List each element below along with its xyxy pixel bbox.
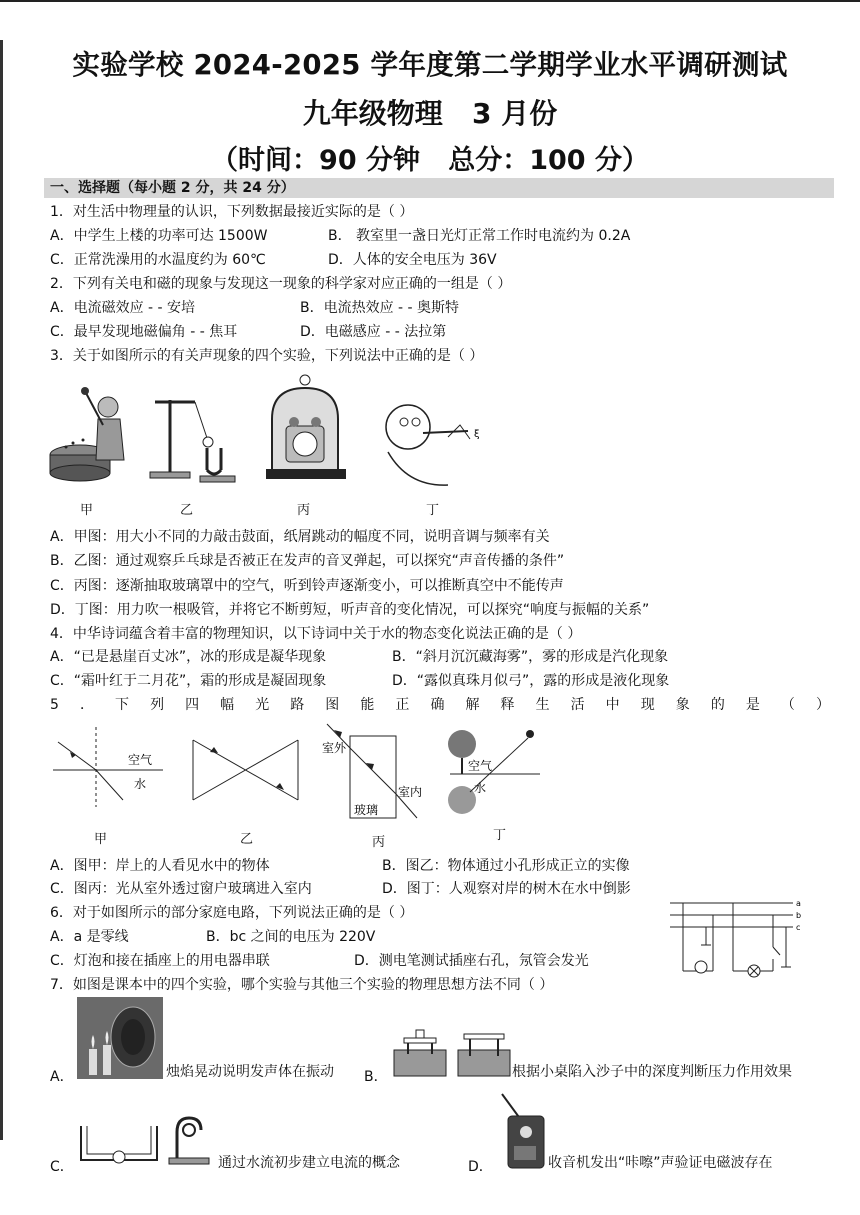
reflection-figure-ding	[440, 722, 550, 822]
q5-stem-char: 现	[640, 697, 655, 713]
q5-label-jia: 甲	[94, 832, 108, 847]
q3-option-a: A．甲图：用大小不同的力敲击鼓面，纸屑跳动的幅度不同，说明音调与频率有关	[50, 529, 550, 545]
q6-stem: 6．对于如图所示的部分家庭电路，下列说法正确的是（ ）	[50, 905, 414, 921]
q7-option-a-text: 烛焰晃动说明发声体在振动	[166, 1064, 334, 1080]
q5-air-label-2: 空气	[468, 759, 493, 773]
q5-option-a: A．图甲：岸上的人看见水中的物体	[50, 858, 270, 874]
q5-stem-char: ）	[815, 697, 830, 713]
q5-stem	[50, 696, 830, 714]
q5-indoor-label: 室内	[398, 785, 423, 799]
q5-water-label-2: 水	[474, 781, 487, 795]
q5-water-label: 水	[134, 777, 147, 791]
q1-option-c: C．正常洗澡用的水温度约为 60℃	[50, 252, 266, 268]
q4-option-c: C．“霜叶红于二月花”，霜的形成是凝固现象	[50, 673, 327, 689]
q4-option-d: D．“露似真珠月似弓”，露的形成是液化现象	[392, 673, 670, 689]
q4-stem: 4．中华诗词蕴含着丰富的物理知识，以下诗词中关于水的物态变化说法正确的是（ ）	[50, 626, 582, 642]
q7-option-c-letter: C．	[50, 1159, 74, 1175]
q7-stem: 7．如图是课本中的四个实验，哪个实验与其他三个实验的物理思想方法不同（ ）	[50, 977, 554, 993]
q2-option-d: D．电磁感应 - - 法拉第	[300, 324, 447, 340]
exam-title: 实验学校 2024-2025 学年度第二学期学业水平调研测试	[72, 49, 788, 81]
q5-label-bing: 丙	[372, 835, 386, 850]
q3-option-b: B．乙图：通过观察乒乓球是否被正在发声的音叉弹起，可以探究“声音传播的条件”	[50, 553, 565, 569]
q5-outdoor-label: 室外	[322, 741, 347, 755]
q5-glass-label: 玻璃	[354, 803, 379, 817]
tuning-fork-figure	[145, 390, 250, 485]
q3-option-d: D．丁图：用力吹一根吸管，并将它不断剪短，听声音的变化情况，可以探究“响度与振幅的关系”	[50, 602, 650, 618]
q5-label-yi: 乙	[240, 832, 254, 847]
q5-stem-char: 光	[255, 697, 270, 713]
household-circuit-figure	[668, 895, 808, 985]
q6-option-c: C．灯泡和接在插座上的用电器串联	[50, 953, 270, 969]
radio-battery-figure	[500, 1092, 548, 1174]
window-glass-figure-bing	[322, 718, 432, 826]
q5-stem-char: 图	[325, 697, 340, 713]
q7-option-d-text: 收音机发出“咔嚓”声验证电磁波存在	[548, 1155, 773, 1171]
water-flow-analogy-figure	[77, 1112, 217, 1174]
q2-option-a: A．电流磁效应 - - 安培	[50, 300, 196, 316]
q5-stem-char: 正	[395, 697, 410, 713]
q5-option-d: D．图丁：人观察对岸的树木在水中倒影	[382, 881, 631, 897]
q3-label-ding: 丁	[426, 503, 440, 518]
exam-time-score: （时间：90 分钟 总分：100 分）	[211, 145, 649, 176]
q5-stem-char: ．	[79, 697, 94, 713]
q5-option-c: C．图丙：光从室外透过窗户玻璃进入室内	[50, 881, 312, 897]
top-rule	[0, 0, 860, 2]
q5-stem-char: 幅	[220, 697, 235, 713]
wire-label-b: b	[796, 911, 802, 920]
q3-label-yi: 乙	[180, 503, 194, 518]
q5-stem-char: 5	[50, 697, 59, 713]
q1-option-d: D．人体的安全电压为 36V	[328, 252, 497, 268]
q5-option-b: B．图乙：物体通过小孔形成正立的实像	[382, 858, 630, 874]
q5-stem-char: 中	[605, 697, 620, 713]
q5-stem-char: 路	[290, 697, 305, 713]
table-in-sand-figure	[392, 1026, 512, 1078]
q1-option-a: A．中学生上楼的功率可达 1500W	[50, 228, 268, 244]
q3-option-c: C．丙图：逐渐抽取玻璃罩中的空气，听到铃声逐渐变小，可以推断真空中不能传声	[50, 578, 564, 594]
q4-option-b: B．“斜月沉沉藏海雾”，雾的形成是汽化现象	[392, 649, 669, 665]
q1-stem: 1．对生活中物理量的认识，下列数据最接近实际的是（ ）	[50, 204, 414, 220]
q6-option-b: B．bc 之间的电压为 220V	[206, 929, 376, 945]
q2-option-b: B．电流热效应 - - 奥斯特	[300, 300, 460, 316]
q1-option-b: B． 教室里一盏日光灯正常工作时电流约为 0.2A	[328, 228, 631, 244]
wire-label-a: a	[796, 899, 801, 908]
refraction-figure-jia	[48, 722, 168, 812]
q5-stem-char: 是	[745, 697, 760, 713]
q5-stem-char: 释	[500, 697, 515, 713]
exam-subtitle: 九年级物理 3 月份	[302, 97, 558, 130]
q2-option-c: C．最早发现地磁偏角 - - 焦耳	[50, 324, 238, 340]
q5-stem-char: （	[780, 697, 795, 713]
candle-speaker-photo	[77, 997, 163, 1079]
q5-stem-char: 能	[360, 697, 375, 713]
bell-jar-figure	[262, 374, 352, 492]
q5-stem-char: 确	[430, 697, 445, 713]
q5-stem-char: 象	[675, 697, 690, 713]
q7-option-b-text: 根据小桌陷入沙子中的深度判断压力作用效果	[512, 1064, 792, 1080]
q3-stem: 3．关于如图所示的有关声现象的四个实验，下列说法中正确的是（ ）	[50, 348, 484, 364]
wire-label-c: c	[796, 923, 801, 932]
q4-option-a: A．“已是悬崖百丈冰”，冰的形成是凝华现象	[50, 649, 327, 665]
q7-option-c-text: 通过水流初步建立电流的概念	[218, 1155, 400, 1171]
section-heading: 一、选择题（每小题 2 分，共 24 分）	[44, 178, 834, 198]
left-margin-line	[0, 40, 3, 1140]
q7-option-b-letter: B．	[364, 1069, 388, 1085]
q6-option-d: D．测电笔测试插座右孔，氖管会发光	[354, 953, 589, 969]
q7-option-a-letter: A．	[50, 1069, 74, 1085]
q6-option-a: A．a 是零线	[50, 929, 129, 945]
q5-stem-char: 列	[150, 697, 165, 713]
q5-stem-char: 活	[570, 697, 585, 713]
q5-stem-char: 下	[115, 697, 130, 713]
pinhole-figure-yi	[188, 735, 308, 810]
drum-experiment-figure	[48, 385, 138, 485]
q5-stem-char: 四	[185, 697, 200, 713]
svg-text:ξ: ξ	[474, 429, 480, 440]
q5-stem-char: 生	[535, 697, 550, 713]
q3-label-jia: 甲	[80, 503, 94, 518]
q7-option-d-letter: D．	[468, 1159, 493, 1175]
q2-stem: 2．下列有关电和磁的现象与发现这一现象的科学家对应正确的一组是（ ）	[50, 276, 512, 292]
q5-stem-char: 的	[710, 697, 725, 713]
q5-label-ding: 丁	[493, 828, 507, 843]
straw-blowing-figure	[378, 397, 488, 492]
q5-stem-char: 解	[465, 697, 480, 713]
q5-air-label: 空气	[128, 753, 153, 767]
q3-label-bing: 丙	[297, 503, 311, 518]
